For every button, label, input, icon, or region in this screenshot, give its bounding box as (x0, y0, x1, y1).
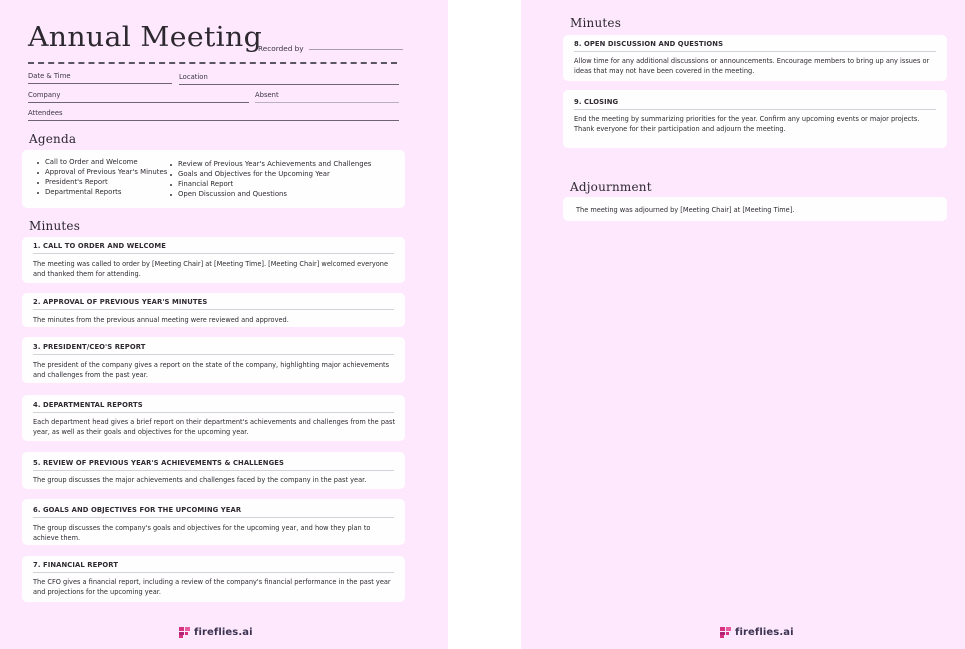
company-field[interactable]: Company (28, 91, 249, 103)
minutes-item-5 (22, 452, 405, 489)
minutes-item-9 (563, 90, 947, 148)
minutes-heading-continued: Minutes (570, 16, 622, 30)
minutes-item-body: The president of the company gives a report on the state of the company, highlighting major achievements and challenges from the past year. (33, 361, 390, 379)
minutes-item-title: 8. OPEN DISCUSSION AND QUESTIONS (574, 40, 724, 48)
adjournment-card (563, 197, 947, 221)
agenda-item: President's Report (36, 178, 167, 188)
minutes-item-1 (22, 237, 405, 283)
agenda-card (22, 150, 405, 208)
minutes-item-title: 3. PRESIDENT/CEO'S REPORT (33, 343, 146, 351)
divider (33, 354, 394, 355)
minutes-item-body: Allow time for any additional discussions or announcements. Encourage members to bring up any issues or ideas that may not have been covered in the meeting. (574, 57, 930, 75)
divider (33, 572, 394, 573)
minutes-item-2 (22, 293, 405, 327)
recorded-by-label: Recorded by (258, 44, 304, 53)
fireflies-logo (720, 627, 794, 638)
fireflies-logo (179, 627, 253, 638)
divider (33, 253, 394, 254)
fireflies-logo-icon (179, 627, 190, 638)
minutes-item-body: End the meeting by summarizing priorities for the year. Confirm any upcoming events or major projects. Thank everyone for their participation and adjourn the meeting. (574, 115, 920, 133)
divider (33, 412, 394, 413)
document-page-2 (521, 0, 965, 649)
agenda-list-right (169, 160, 371, 200)
recorded-by-line (309, 49, 403, 50)
adjournment-heading: Adjournment (570, 180, 652, 194)
recorded-by-field[interactable] (258, 44, 403, 53)
divider (574, 109, 936, 110)
minutes-item-body: The group discusses the company's goals and objectives for the upcoming year, and how they plan to achieve them. (33, 524, 371, 542)
minutes-item-title: 7. FINANCIAL REPORT (33, 561, 119, 569)
minutes-item-title: 1. CALL TO ORDER AND WELCOME (33, 242, 167, 250)
title-divider (28, 62, 397, 64)
fireflies-logo-text: fireflies.ai (735, 627, 794, 638)
divider (33, 517, 394, 518)
agenda-item: Departmental Reports (36, 188, 167, 198)
divider (33, 470, 394, 471)
agenda-item: Review of Previous Year's Achievements and Challenges (169, 160, 371, 170)
agenda-heading: Agenda (29, 132, 77, 146)
minutes-item-body: The group discusses the major achievements and challenges faced by the company in the past year. (33, 476, 367, 484)
minutes-item-title: 5. REVIEW OF PREVIOUS YEAR'S ACHIEVEMENTS & CHALLENGES (33, 459, 284, 467)
agenda-item: Approval of Previous Year's Minutes (36, 168, 167, 178)
location-field[interactable]: Location (179, 73, 399, 85)
date-time-field[interactable]: Date & Time (28, 72, 172, 84)
minutes-item-title: 2. APPROVAL OF PREVIOUS YEAR'S MINUTES (33, 298, 208, 306)
adjournment-body: The meeting was adjourned by [Meeting Chair] at [Meeting Time]. (576, 206, 795, 214)
attendees-field[interactable]: Attendees (28, 109, 399, 121)
minutes-item-body: The minutes from the previous annual meeting were reviewed and approved. (33, 316, 289, 324)
minutes-item-title: 4. DEPARTMENTAL REPORTS (33, 401, 143, 409)
divider (33, 309, 394, 310)
minutes-heading: Minutes (29, 219, 81, 233)
fireflies-logo-text: fireflies.ai (194, 627, 253, 638)
minutes-item-body: The CFO gives a financial report, including a review of the company's financial performance in the past year and projections for the upcoming year. (33, 578, 391, 596)
document-page-1 (0, 0, 448, 649)
agenda-item: Financial Report (169, 180, 371, 190)
minutes-item-3 (22, 337, 405, 383)
absent-field[interactable]: Absent (255, 91, 399, 103)
fireflies-logo-icon (720, 627, 731, 638)
agenda-list-left (36, 158, 167, 198)
agenda-item: Open Discussion and Questions (169, 190, 371, 200)
minutes-item-body: The meeting was called to order by [Meeting Chair] at [Meeting Time]. [Meeting Chair] welcomed everyone and thanked them for attending. (33, 260, 389, 278)
minutes-item-8 (563, 35, 947, 81)
minutes-item-7 (22, 556, 405, 602)
minutes-item-4 (22, 395, 405, 441)
document-title: Annual Meeting (28, 22, 263, 53)
agenda-item: Goals and Objectives for the Upcoming Year (169, 170, 371, 180)
minutes-item-title: 6. GOALS AND OBJECTIVES FOR THE UPCOMING YEAR (33, 506, 242, 514)
minutes-item-body: Each department head gives a brief report on their department's achievements and challenges from the past year, as well as their goals and objectives for the upcoming year. (33, 418, 396, 436)
divider (574, 51, 936, 52)
minutes-item-title: 9. CLOSING (574, 98, 619, 106)
minutes-item-6 (22, 499, 405, 545)
agenda-item: Call to Order and Welcome (36, 158, 167, 168)
